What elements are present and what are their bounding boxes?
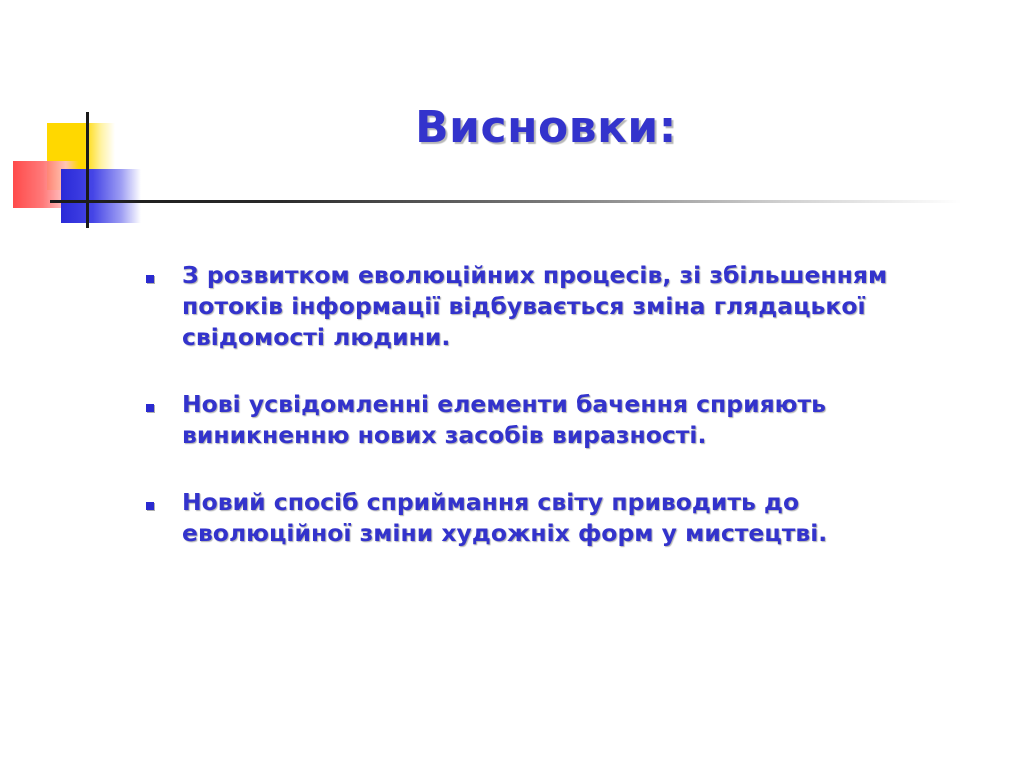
bullet-item [140,389,970,451]
bullet-text: З розвитком еволюційних процесів, зі збільшенням потоків інформації відбувається зміна глядацької свідомості людини. [182,261,888,351]
bullet-text: Нові усвідомленні елементи бачення сприяють виникненню нових засобів виразності. [182,390,826,449]
square-bullet-icon [146,502,154,510]
title-underline [50,200,962,203]
bullet-item [140,260,970,353]
bullet-text: Новий спосіб сприймання світу приводить до еволюційної зміни художніх форм у мистецтві. [182,488,828,547]
square-bullet-icon [146,275,154,283]
slide-title: Висновки: [415,102,677,153]
decor-blue-square [61,169,141,223]
bullet-item [140,487,970,549]
bullet-list [140,260,970,549]
square-bullet-icon [146,404,154,412]
